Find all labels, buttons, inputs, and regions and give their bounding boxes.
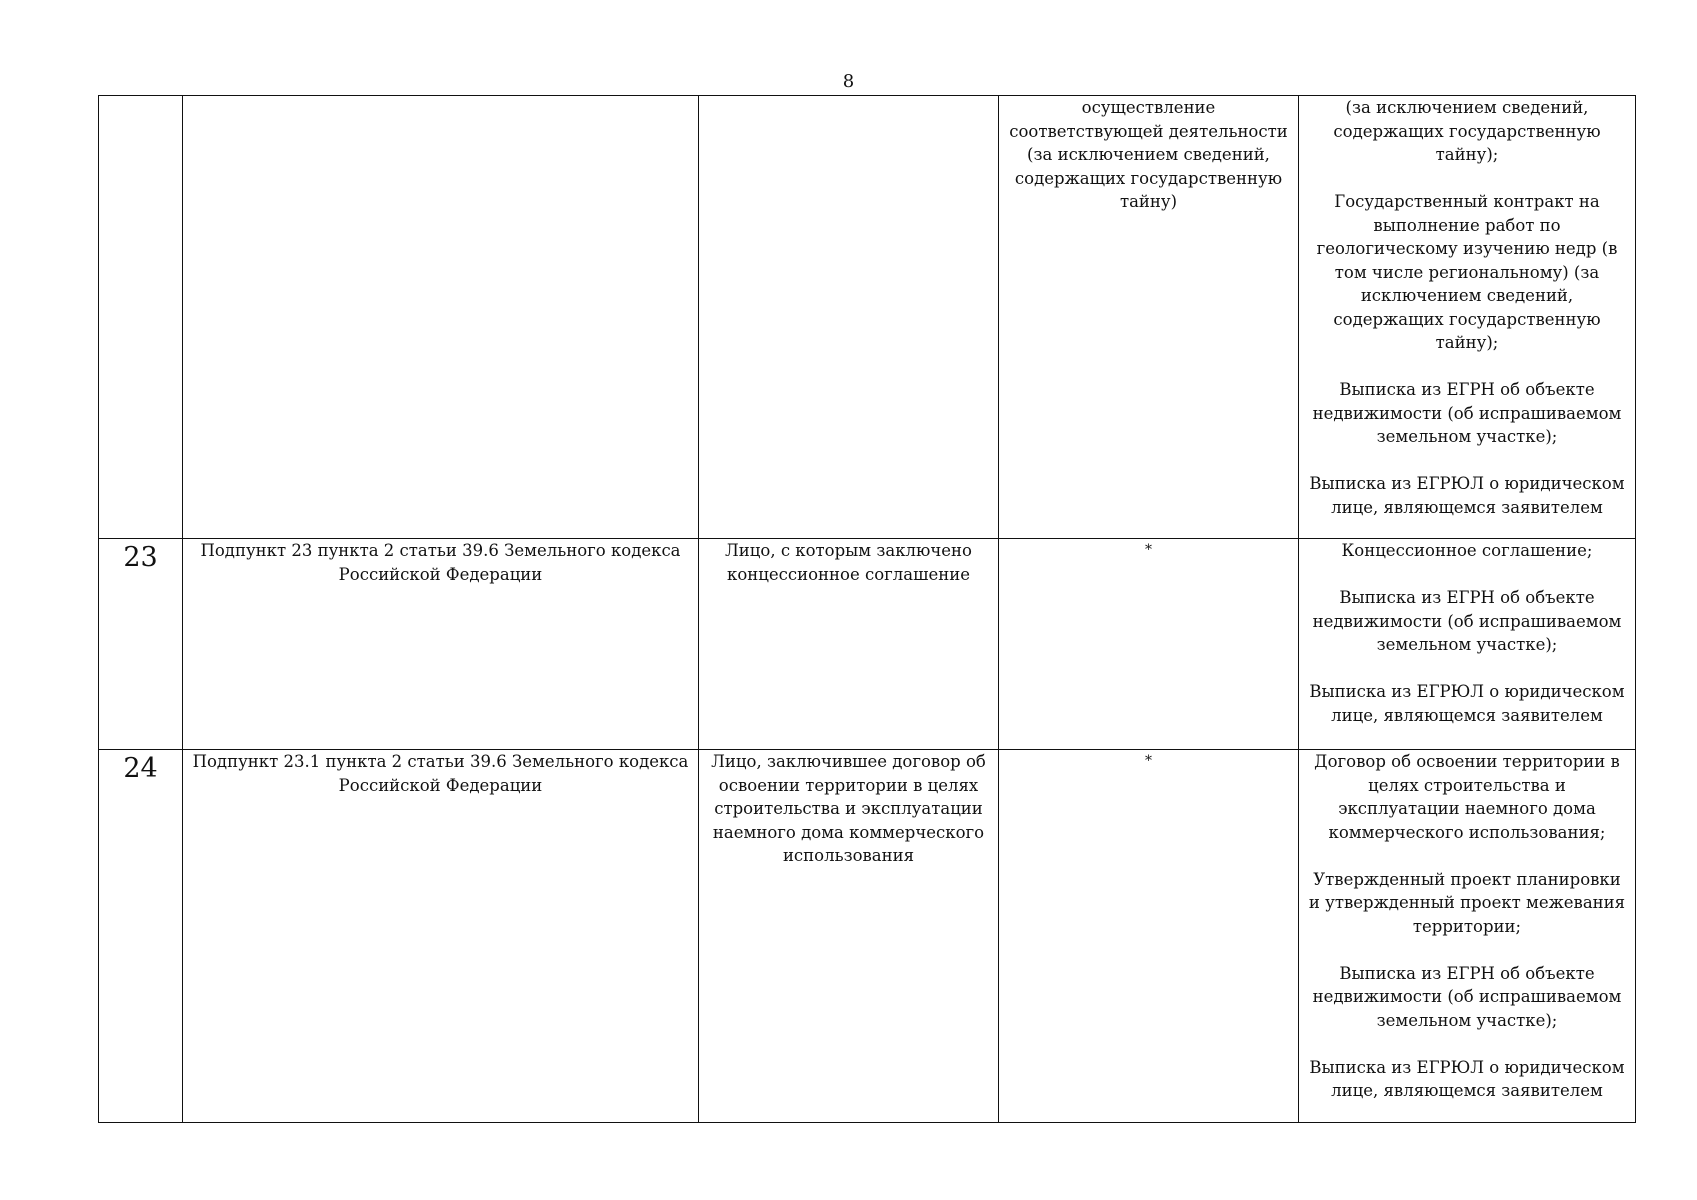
document-item: Выписка из ЕГРЮЛ о юридическом лице, являющемся заявителем bbox=[1309, 682, 1625, 725]
row-number-cell: 24 bbox=[99, 750, 183, 1123]
document-item: Договор об освоении территории в целях строительства и эксплуатации наемного дома коммерческого использования; bbox=[1314, 752, 1620, 842]
table-row bbox=[99, 750, 1636, 1123]
document-item: Выписка из ЕГРЮЛ о юридическом лице, являющемся заявителем bbox=[1309, 474, 1625, 517]
condition-cell: * bbox=[999, 539, 1299, 750]
document-item: Выписка из ЕГРЮЛ о юридическом лице, являющемся заявителем bbox=[1309, 1057, 1625, 1100]
row-number-cell bbox=[99, 96, 183, 539]
document-item: Выписка из ЕГРН об объекте недвижимости (об испрашиваемом земельном участке); bbox=[1312, 380, 1622, 446]
condition-cell: осуществление соответствующей деятельности (за исключением сведений, содержащих государственную тайну) bbox=[999, 96, 1299, 539]
applicant-cell: Лицо, с которым заключено концессионное соглашение bbox=[699, 539, 999, 750]
basis-cell: Подпункт 23.1 пункта 2 статьи 39.6 Земельного кодекса Российской Федерации bbox=[183, 750, 699, 1123]
document-item: Выписка из ЕГРН об объекте недвижимости (об испрашиваемом земельном участке); bbox=[1312, 963, 1622, 1030]
documents-cell bbox=[1299, 96, 1636, 539]
page-number: 8 bbox=[842, 71, 855, 92]
basis-cell bbox=[183, 96, 699, 539]
documents-cell bbox=[1299, 539, 1636, 750]
document-item: Государственный контракт на выполнение работ по геологическому изучению недр (в том числе региональному) (за исключением сведений, содержащих государственную тайну); bbox=[1316, 192, 1618, 352]
documents-cell bbox=[1299, 750, 1636, 1123]
condition-cell: * bbox=[999, 750, 1299, 1123]
table-row bbox=[99, 96, 1636, 539]
document-item: (за исключением сведений, содержащих государственную тайну); bbox=[1333, 98, 1601, 164]
document-item: Концессионное соглашение; bbox=[1341, 541, 1593, 560]
document-item: Выписка из ЕГРН об объекте недвижимости (об испрашиваемом земельном участке); bbox=[1312, 588, 1622, 654]
basis-cell: Подпункт 23 пункта 2 статьи 39.6 Земельного кодекса Российской Федерации bbox=[183, 539, 699, 750]
document-table bbox=[98, 95, 1636, 1123]
row-number-cell: 23 bbox=[99, 539, 183, 750]
applicant-cell bbox=[699, 96, 999, 539]
table-row bbox=[99, 539, 1636, 750]
document-item: Утвержденный проект планировки и утвержденный проект межевания территории; bbox=[1308, 869, 1626, 936]
applicant-cell: Лицо, заключившее договор об освоении территории в целях строительства и эксплуатации наемного дома коммерческого использования bbox=[699, 750, 999, 1123]
